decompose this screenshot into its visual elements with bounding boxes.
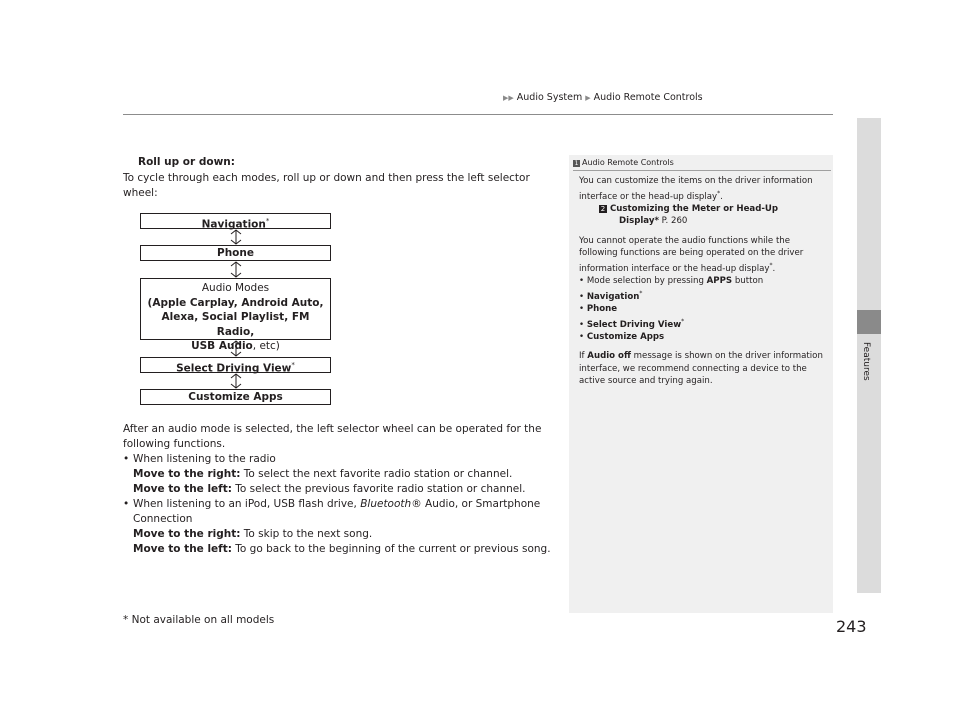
list-subitem: Move to the left: To go back to the beginning of the current or previous song. bbox=[133, 543, 551, 555]
triangle-icon: ▶▶ bbox=[503, 94, 514, 102]
list-subitem: Move to the left: To select the previous favorite radio station or channel. bbox=[133, 483, 526, 495]
flow-box-navigation: Navigation* bbox=[140, 213, 331, 229]
triangle-icon: ▶ bbox=[585, 94, 591, 102]
page-number: 243 bbox=[836, 617, 867, 636]
cross-reference-link[interactable]: 2 Customizing the Meter or Head-Up bbox=[600, 203, 779, 214]
section-marker bbox=[857, 310, 881, 334]
cross-reference-link[interactable]: Display* P. 260 bbox=[619, 216, 688, 227]
after-paragraph: After an audio mode is selected, the left selector wheel can be operated for the following functions. bbox=[123, 423, 542, 450]
list-subitem: Connection bbox=[133, 513, 193, 525]
bullet-icon: • bbox=[123, 453, 130, 465]
list-item: • Navigation* bbox=[579, 289, 643, 302]
flow-box-phone: Phone bbox=[140, 245, 331, 261]
function-list bbox=[123, 452, 573, 557]
breadcrumb-item[interactable]: Audio System bbox=[516, 92, 583, 103]
breadcrumb-item[interactable]: Audio Remote Controls bbox=[593, 92, 703, 103]
flow-box-select-driving-view: Select Driving View* bbox=[140, 357, 331, 373]
note-marker-icon: 1 bbox=[574, 160, 579, 167]
list-subitem: Move to the right: To select the next favorite radio station or channel. bbox=[133, 468, 513, 480]
double-arrow-icon bbox=[229, 373, 243, 389]
double-arrow-icon bbox=[229, 229, 243, 245]
header-rule bbox=[123, 114, 833, 115]
double-arrow-icon bbox=[229, 340, 243, 357]
bullet-icon: • bbox=[123, 498, 130, 510]
list-item: • Customize Apps bbox=[579, 331, 665, 342]
list-subitem: Move to the right: To skip to the next song. bbox=[133, 528, 373, 540]
reference-arrow-icon: 2 bbox=[600, 204, 606, 213]
side-note-rule bbox=[573, 170, 831, 171]
flow-box-customize-apps: Customize Apps bbox=[140, 389, 331, 405]
list-item: • Phone bbox=[579, 304, 618, 315]
breadcrumb bbox=[500, 92, 840, 103]
double-arrow-icon bbox=[229, 261, 243, 278]
list-item: • Select Driving View* bbox=[579, 317, 685, 330]
section-heading: Roll up or down: bbox=[138, 156, 235, 168]
intro-paragraph: To cycle through each modes, roll up or down and then press the left selector wheel: bbox=[123, 172, 530, 199]
side-note-title: 1 Audio Remote Controls bbox=[574, 158, 674, 167]
flow-box-audio-modes: Audio Modes (Apple Carplay, Android Auto, Alexa, Social Playlist, FM Radio, USB Audio, etc) bbox=[140, 278, 331, 340]
list-item: • When listening to an iPod, USB flash drive, Bluetooth® Audio, or Smartphone bbox=[123, 498, 541, 510]
side-note-body: You can customize the items on the driver information interface or the head-up display*. 2 Customizing the Meter or Head-Up Display* P. 260 You cannot operate the audio functions while the following functions are being operated on the driver information interface or the head-up display*. • Mode selection by pressing APPS button • Navigation* • Phone • Select Driving View* • Customize Apps If Audio off message is shown on the driver information interface, we recommend connecting a device to the active source and trying again. bbox=[579, 175, 829, 395]
list-item: • When listening to the radio bbox=[123, 453, 276, 465]
footnote: * Not available on all models bbox=[123, 614, 275, 626]
list-item: • Mode selection by pressing APPS button bbox=[579, 276, 764, 287]
section-label: Features bbox=[861, 342, 871, 381]
